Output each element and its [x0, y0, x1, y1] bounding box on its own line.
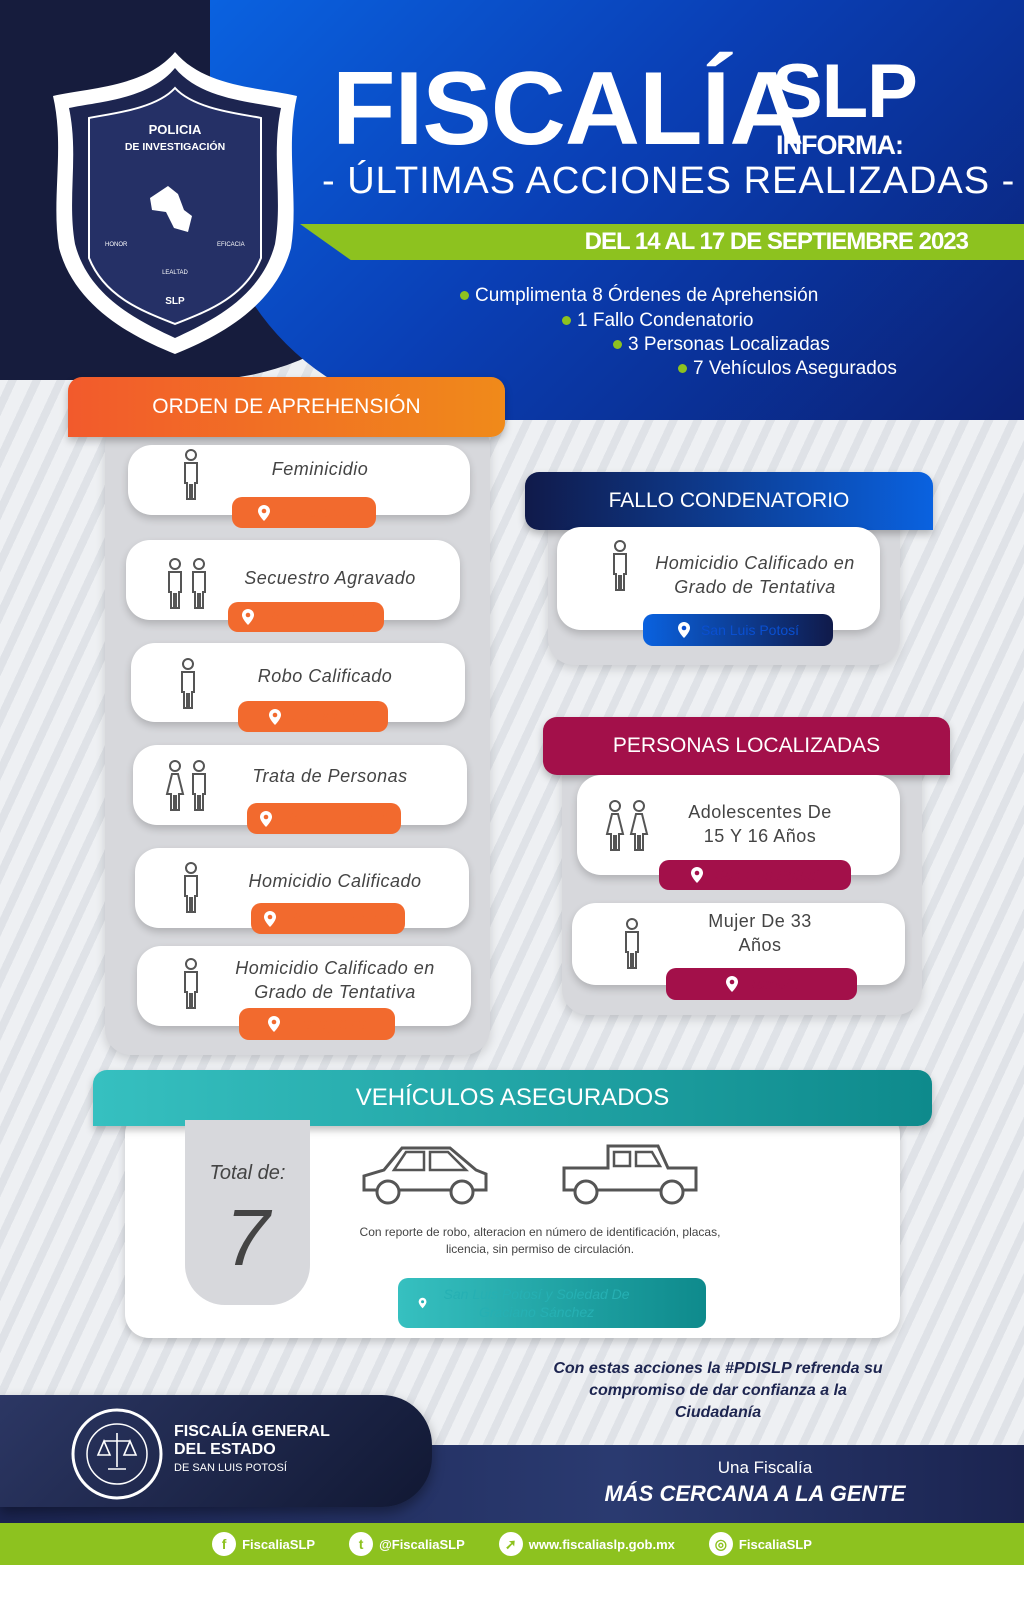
man-icon	[178, 658, 198, 710]
pickup-truck-icon	[560, 1140, 700, 1210]
web-icon: ➚	[499, 1532, 523, 1556]
title-fiscalia: FISCALÍA	[332, 51, 804, 167]
slogan-line-2: MÁS CERCANA A LA GENTE	[604, 1481, 906, 1506]
bottom-strip	[0, 1565, 1024, 1600]
badge-text: POLICIA	[148, 122, 202, 137]
man-icon	[610, 540, 630, 592]
man-icon	[189, 558, 209, 610]
location-pill	[228, 602, 384, 632]
location-pin-icon	[268, 708, 282, 726]
title-slp: SLP	[772, 49, 917, 134]
facebook-label: FiscaliaSLP	[242, 1536, 316, 1552]
location-pin-icon	[241, 608, 255, 626]
org-name	[174, 1423, 330, 1477]
person-label: Mujer De 33 Años	[708, 911, 812, 955]
subtitle: - ÚLTIMAS ACCIONES REALIZADAS -	[322, 160, 1016, 202]
orden-header: ORDEN DE APREHENSIÓN	[68, 377, 505, 437]
crime-label: Robo Calificado	[257, 666, 393, 686]
location-label: Zaragoza	[290, 1013, 368, 1034]
vehiculos-header: VEHÍCULOS ASEGURADOS	[93, 1070, 932, 1126]
title-informa: INFORMA:	[776, 130, 903, 160]
twitter-label: @FiscaliaSLP	[379, 1536, 465, 1552]
website-label: www.fiscaliaslp.gob.mx	[528, 1536, 675, 1552]
crime-label: Homicidio Calificado	[248, 871, 422, 891]
crime-label: Homicidio Calificado en Grado de Tentativa	[655, 553, 855, 597]
woman-icon	[165, 760, 185, 812]
location-label: San Luis Potosí	[714, 866, 820, 884]
summary-bullet: 1 Fallo Condenatorio	[562, 310, 753, 332]
location-label: San Luis Potosí	[283, 810, 389, 827]
total-label: Total de:	[209, 1162, 286, 1184]
man-icon	[181, 862, 201, 914]
location-pin-icon	[257, 504, 271, 522]
location-pin-icon	[263, 910, 277, 928]
org-line-2: DEL ESTADO	[174, 1441, 276, 1458]
location-pill	[251, 903, 405, 934]
location-pin-icon	[690, 866, 704, 884]
fallo-header: FALLO CONDENATORIO	[525, 472, 933, 530]
location-label: El Naranjo	[280, 504, 352, 521]
slogan-line-1: Una Fiscalía	[717, 1458, 813, 1477]
location-pin-icon	[725, 975, 739, 993]
woman-icon	[605, 800, 625, 852]
fiscalia-seal-logo	[68, 1405, 166, 1503]
location-pill	[643, 614, 833, 646]
crime-label: Trata de Personas	[252, 766, 408, 786]
woman-icon	[629, 800, 649, 852]
location-pill	[659, 860, 851, 890]
personas-header: PERSONAS LOCALIZADAS	[543, 717, 950, 775]
location-pill	[238, 701, 388, 732]
location-pill	[239, 1008, 395, 1040]
instagram-icon: ◎	[709, 1532, 733, 1556]
instagram-link[interactable]	[709, 1532, 812, 1556]
man-icon	[181, 449, 201, 501]
location-pin-icon	[267, 1015, 281, 1033]
total-count: 7	[225, 1193, 270, 1282]
location-label: Aquismón	[291, 708, 359, 725]
location-label: San Luis Potosí	[700, 622, 800, 638]
date-range: DEL 14 AL 17 DE SEPTIEMBRE 2023	[584, 228, 968, 255]
location-pin-icon	[259, 810, 273, 828]
facebook-icon: f	[212, 1532, 236, 1556]
person-label: Adolescentes De 15 Y 16 Años	[688, 802, 832, 846]
man-icon	[181, 958, 201, 1010]
summary-bullet: Cumplimenta 8 Órdenes de Aprehensión	[460, 285, 818, 307]
location-pill	[398, 1278, 706, 1328]
man-icon	[165, 558, 185, 610]
crime-label: Feminicidio	[271, 459, 369, 479]
closing-message: Con estas acciones la #PDISLP refrenda su compromiso de dar confianza a la Ciudadanía	[553, 1360, 883, 1421]
org-line-1: FISCALÍA GENERAL	[174, 1423, 330, 1440]
badge-text: DE INVESTIGACIÓN	[124, 141, 226, 153]
sedan-car-icon	[360, 1140, 490, 1210]
org-line-3: DE SAN LUIS POTOSÍ	[174, 1462, 287, 1474]
badge-text: SLP	[165, 296, 185, 307]
twitter-icon: t	[349, 1532, 373, 1556]
vehicles-note: Con reporte de robo, alteracion en número de identificación, placas, licencia, sin permiso de circulación.	[359, 1225, 721, 1256]
location-pin-icon	[677, 621, 691, 639]
location-pin-icon	[418, 1294, 427, 1312]
social-bar	[0, 1523, 1024, 1565]
location-pill	[247, 803, 401, 834]
summary-bullet: 3 Personas Localizadas	[613, 334, 830, 356]
woman-icon	[622, 918, 642, 970]
website-link[interactable]	[499, 1532, 675, 1556]
instagram-label: FiscaliaSLP	[738, 1536, 812, 1552]
summary-bullet: 7 Vehículos Asegurados	[678, 358, 897, 380]
location-label: San Luis Potosí y Soledad De Graciano Sánchez	[443, 1286, 630, 1320]
location-label: San Luis Potosí	[265, 608, 371, 626]
crime-label: Secuestro Agravado	[244, 568, 416, 588]
location-pill	[232, 497, 376, 528]
twitter-link[interactable]	[349, 1532, 465, 1556]
police-badge-logo	[45, 48, 305, 358]
facebook-link[interactable]	[212, 1532, 315, 1556]
location-label: Tamuín	[748, 975, 799, 993]
location-pill	[666, 968, 857, 1000]
badge-text: LEALTAD	[162, 270, 188, 276]
location-label: San Luis Potosí	[287, 910, 393, 927]
crime-label: Homicidio Calificado en Grado de Tentativa	[235, 958, 435, 1002]
badge-text: HONOR	[105, 242, 128, 248]
man-icon	[189, 760, 209, 812]
badge-text: EFICACIA	[217, 242, 245, 248]
